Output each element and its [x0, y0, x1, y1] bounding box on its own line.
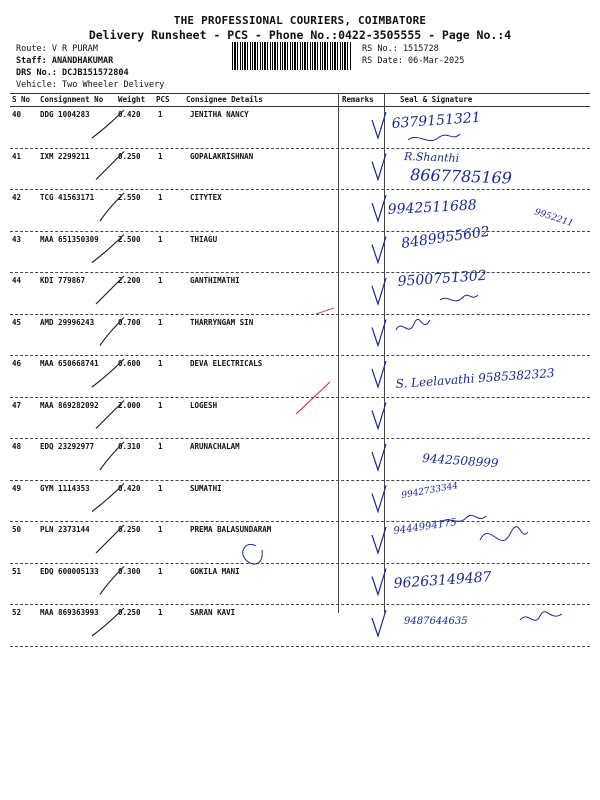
cell-weight: 2.500 [118, 234, 141, 244]
handwritten-text: 8489955602 [400, 223, 491, 252]
cell-consignment: TCG 41563171 [40, 193, 95, 202]
cell-consignee: THIAGU [190, 234, 218, 244]
cell-weight: 0.700 [118, 317, 141, 327]
table-row [10, 563, 590, 606]
table-row [10, 148, 590, 191]
cell-sno: 47 [12, 400, 22, 410]
cell-consignee: PREMA BALASUNDARAM [190, 525, 272, 534]
cell-weight: 2.200 [118, 276, 141, 285]
cell-weight: 0.420 [118, 483, 141, 493]
cell-weight: 0.420 [118, 110, 141, 119]
cell-pcs: 1 [158, 359, 163, 368]
cell-pcs: 1 [158, 234, 163, 244]
cell-sno: 40 [12, 110, 22, 119]
col-consignment: Consignment No [40, 95, 104, 104]
cell-consignee: JENITHA NANCY [190, 110, 249, 119]
cell-consignee: DEVA ELECTRICALS [190, 359, 263, 368]
table-row [10, 438, 590, 481]
handwritten-text: 8667785169 [409, 165, 513, 188]
cell-consignment: EDQ 600005133 [40, 566, 99, 576]
cell-weight: 0.250 [118, 151, 141, 161]
cell-pcs: 1 [158, 193, 163, 202]
cell-sno: 51 [12, 566, 22, 576]
handwritten-text: 9500751302 [397, 267, 488, 290]
table-row [10, 314, 590, 357]
cell-consignment: MAA 650668741 [40, 359, 99, 368]
cell-consignment: EDQ 23292977 [40, 442, 95, 451]
cell-pcs: 1 [158, 151, 163, 161]
vehicle-label: Vehicle: Two Wheeler Delivery [16, 80, 165, 90]
cell-consignee: CITYTEX [190, 193, 222, 202]
cell-consignee: SARAN KAVI [190, 608, 236, 617]
cell-weight: 0.310 [118, 442, 141, 451]
cell-consignment: DDG 1004283 [40, 110, 90, 119]
cell-weight: 0.600 [118, 359, 141, 368]
table-row [10, 521, 590, 564]
cell-weight: 2.550 [118, 193, 141, 202]
cell-sno: 41 [12, 151, 22, 161]
cell-pcs: 1 [158, 608, 163, 617]
cell-weight: 0.250 [118, 608, 141, 617]
table-header [10, 93, 590, 107]
col-weight: Weight [118, 95, 146, 104]
cell-consignee: GANTHIMATHI [190, 276, 240, 285]
cell-pcs: 1 [158, 110, 163, 119]
cell-consignment: KDI 779867 [40, 276, 86, 285]
handwritten-text: S. Leelavathi 9585382323 [395, 365, 555, 391]
table-row [10, 480, 590, 523]
cell-sno: 42 [12, 193, 22, 202]
cell-consignee: GOKILA MANI [190, 566, 240, 576]
cell-pcs: 1 [158, 566, 163, 576]
col-remarks: Remarks [342, 95, 374, 104]
cell-consignee: GOPALAKRISHNAN [190, 151, 254, 161]
cell-sno: 49 [12, 483, 22, 493]
col-seal-signature: Seal & Signature [400, 95, 473, 104]
handwritten-text: 6379151321 [391, 109, 482, 132]
cell-consignee: SUMATHI [190, 483, 222, 493]
cell-weight: 2.000 [118, 400, 141, 410]
cell-consignment: AMD 29996243 [40, 317, 95, 327]
cell-pcs: 1 [158, 276, 163, 285]
cell-consignee: ARUNACHALAM [190, 442, 240, 451]
handwritten-text: 9942733344 [400, 481, 459, 501]
cell-consignment: MAA 869363993 [40, 608, 99, 617]
cell-consignment: MAA 651350309 [40, 234, 99, 244]
cell-consignment: GYM 1114353 [40, 483, 90, 493]
cell-consignment: PLN 2373144 [40, 525, 90, 534]
table-row [10, 106, 590, 149]
cell-weight: 0.300 [118, 566, 141, 576]
handwritten-text: 9942511688 [387, 197, 478, 218]
cell-sno: 52 [12, 608, 22, 617]
cell-sno: 48 [12, 442, 22, 451]
cell-pcs: 1 [158, 317, 163, 327]
cell-sno: 50 [12, 525, 22, 534]
cell-pcs: 1 [158, 400, 163, 410]
barcode [232, 42, 352, 70]
drs-number: DRS No.: DCJB151572804 [16, 68, 129, 78]
table-row [10, 604, 590, 647]
staff-label: Staff: ANANDHAKUMAR [16, 56, 114, 66]
cell-consignee: LOGESH [190, 400, 218, 410]
table-row [10, 355, 590, 398]
rs-date: RS Date: 06-Mar-2025 [362, 56, 465, 66]
handwritten-text: R.Shanthi [403, 150, 460, 165]
table-row [10, 272, 590, 315]
col-pcs: PCS [156, 95, 170, 104]
table-row [10, 231, 590, 274]
handwritten-text: 9952211 [533, 207, 575, 230]
cell-weight: 0.250 [118, 525, 141, 534]
cell-consignment: MAA 869282092 [40, 400, 99, 410]
cell-sno: 43 [12, 234, 22, 244]
handwritten-text: 9487644635 [404, 616, 468, 627]
cell-pcs: 1 [158, 442, 163, 451]
handwritten-text: 9444994175 [392, 517, 458, 537]
table-row [10, 189, 590, 232]
handwritten-text: 96263149487 [393, 569, 493, 592]
cell-pcs: 1 [158, 525, 163, 534]
cell-consignment: IXM 2299211 [40, 151, 90, 161]
rs-number: RS No.: 1515728 [362, 44, 439, 54]
route-label: Route: V R PURAM [16, 44, 98, 54]
company-title: THE PROFESSIONAL COURIERS, COIMBATORE [173, 14, 427, 27]
cell-sno: 45 [12, 317, 22, 327]
cell-pcs: 1 [158, 483, 163, 493]
table-row [10, 397, 590, 440]
col-consignee: Consignee Details [186, 95, 263, 104]
handwritten-text: 9442508999 [421, 451, 499, 471]
cell-consignee: THARRYNGAM SIN [190, 317, 254, 327]
col-sno: S No [12, 95, 31, 104]
runsheet-subtitle: Delivery Runsheet - PCS - Phone No.:0422-3505555 - Page No.:4 [88, 28, 512, 42]
cell-sno: 44 [12, 276, 22, 285]
cell-sno: 46 [12, 359, 22, 368]
